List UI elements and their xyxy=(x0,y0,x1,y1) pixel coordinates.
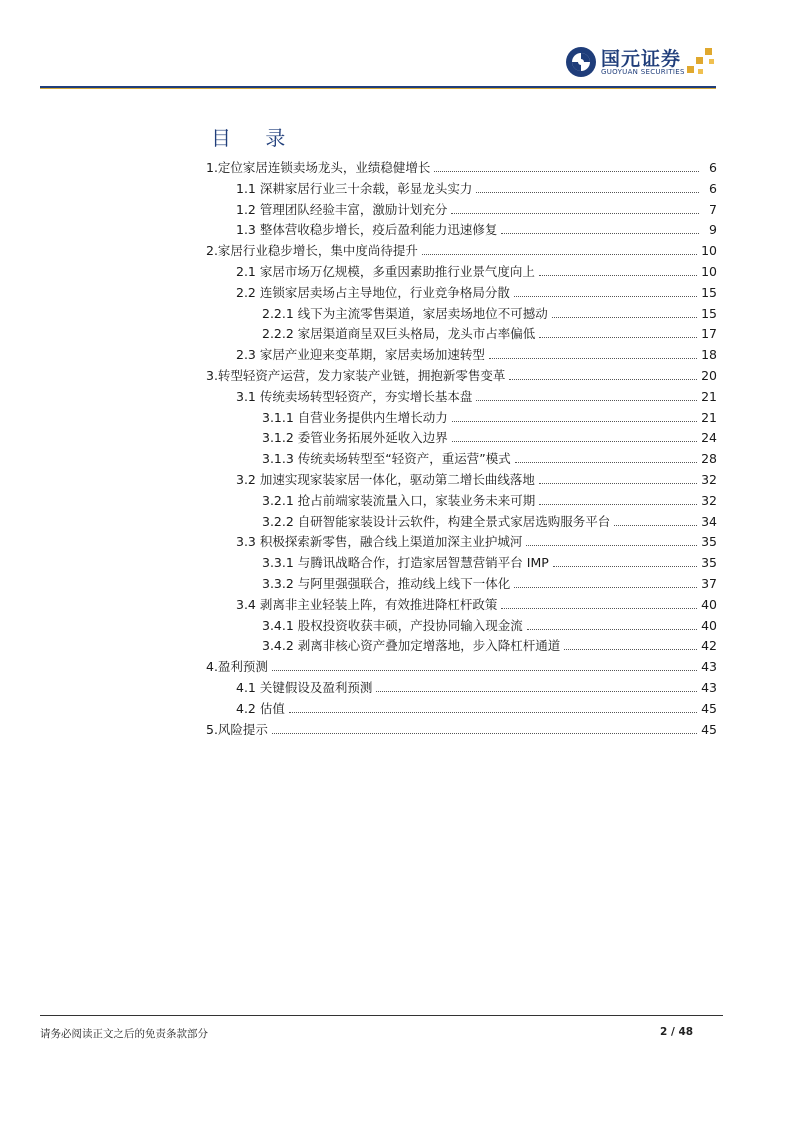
toc-leader-dots xyxy=(514,296,697,297)
toc-entry[interactable] xyxy=(236,343,717,363)
toc-entry[interactable] xyxy=(236,260,717,280)
toc-leader-dots xyxy=(614,525,697,526)
toc-entry-page: 42 xyxy=(701,638,717,654)
toc-entry-label: 3.转型轻资产运营，发力家装产业链，拥抱新零售变革 xyxy=(206,368,506,383)
toc-leader-dots xyxy=(539,275,697,276)
toc-leader-dots xyxy=(539,504,697,505)
company-logo xyxy=(565,44,725,84)
toc-entry[interactable] xyxy=(236,177,717,197)
toc-entry-label: 3.2.1 抢占前端家装流量入口，家装业务未来可期 xyxy=(262,492,536,508)
toc-entry-label: 3.4.2 剥离非核心资产叠加定增落地，步入降杠杆通道 xyxy=(262,638,561,654)
toc-entry-label: 1.2 管理团队经验丰富，激励计划充分 xyxy=(236,201,448,217)
toc-entry-page: 43 xyxy=(701,659,717,675)
logo-chinese-name: 国元证券 xyxy=(601,48,682,70)
toc-entry-page: 24 xyxy=(701,430,717,446)
toc-leader-dots xyxy=(501,233,699,234)
toc-entry[interactable] xyxy=(262,634,717,654)
toc-leader-dots xyxy=(452,441,697,442)
toc-entry-label: 4.1 关键假设及盈利预测 xyxy=(236,680,373,695)
toc-leader-dots xyxy=(434,171,699,172)
toc-leader-dots xyxy=(514,587,697,588)
toc-entry-page: 45 xyxy=(701,700,717,716)
toc-leader-dots xyxy=(489,358,697,359)
toc-entry-page: 15 xyxy=(701,305,717,321)
toc-leader-dots xyxy=(452,421,697,422)
toc-leader-dots xyxy=(526,545,697,546)
toc-entry-label: 3.2.2 自研智能家装设计云软件，构建全景式家居选购服务平台 xyxy=(262,513,611,529)
header-divider-accent xyxy=(40,88,716,89)
toc-entry-page: 40 xyxy=(701,617,717,633)
toc-entry-page: 7 xyxy=(709,201,717,217)
toc-entry-page: 9 xyxy=(709,222,717,238)
guoyuan-logo-icon xyxy=(565,46,597,78)
toc-entry-page: 17 xyxy=(701,326,717,342)
toc-entry-page: 45 xyxy=(701,721,717,737)
toc-entry[interactable] xyxy=(206,718,717,738)
toc-leader-dots xyxy=(272,733,697,734)
toc-leader-dots xyxy=(553,566,697,567)
toc-entry[interactable] xyxy=(262,426,717,446)
toc-entry[interactable] xyxy=(236,198,717,218)
toc-entry-page: 21 xyxy=(701,409,717,425)
toc-entry[interactable] xyxy=(262,572,717,592)
toc-entry[interactable] xyxy=(236,385,717,405)
toc-entry-page: 20 xyxy=(701,368,717,383)
toc-entry-label: 3.2 加速实现家装家居一体化，驱动第二增长曲线落地 xyxy=(236,472,535,487)
toc-leader-dots xyxy=(272,670,697,671)
toc-entry-page: 40 xyxy=(701,596,717,612)
toc-entry-label: 3.4.1 股权投资收获丰硕，产投协同输入现金流 xyxy=(262,617,523,633)
footer-disclaimer: 请务必阅读正文之后的免责条款部分 xyxy=(40,1028,208,1040)
toc-entry-label: 3.4 剥离非主业轻装上阵，有效推进降杠杆政策 xyxy=(236,596,498,612)
toc-entry-page: 28 xyxy=(701,451,717,467)
toc-entry-label: 2.3 家居产业迎来变革期，家居卖场加速转型 xyxy=(236,347,485,363)
toc-entry-label: 3.1.2 委管业务拓展外延收入边界 xyxy=(262,430,448,446)
toc-entry-label: 1.定位家居连锁卖场龙头，业绩稳健增长 xyxy=(206,160,431,175)
toc-entry-label: 1.3 整体营收稳步增长，疫后盈利能力迅速修复 xyxy=(236,222,498,238)
toc-entry-label: 3.1 传统卖场转型轻资产，夯实增长基本盘 xyxy=(236,388,473,404)
toc-leader-dots xyxy=(539,337,697,338)
logo-english-name: GUOYUAN SECURITIES xyxy=(601,68,685,76)
toc-leader-dots xyxy=(539,483,697,484)
toc-entry-page: 6 xyxy=(709,180,717,196)
toc-entry-page: 6 xyxy=(709,160,717,175)
toc-entry[interactable] xyxy=(236,593,717,613)
toc-entry-page: 21 xyxy=(701,388,717,404)
toc-entry-label: 2.家居行业稳步增长，集中度尚待提升 xyxy=(206,243,418,259)
toc-entry-label: 3.3.1 与腾讯战略合作，打造家居智慧营销平台 IMP xyxy=(262,555,549,571)
toc-leader-dots xyxy=(376,691,697,692)
toc-entry-page: 35 xyxy=(701,555,717,571)
toc-entry[interactable] xyxy=(206,364,717,384)
toc-entry[interactable] xyxy=(262,322,717,342)
toc-entry-page: 10 xyxy=(701,264,717,279)
toc-entry-page: 18 xyxy=(701,347,717,363)
toc-entry[interactable] xyxy=(262,447,717,467)
toc-leader-dots xyxy=(509,379,697,380)
toc-entry-page: 10 xyxy=(701,243,717,259)
toc-entry-label: 3.3 积极探索新零售，融合线上渠道加深主业护城河 xyxy=(236,534,523,550)
toc-title: 目 录 xyxy=(211,126,300,150)
toc-entry-label: 4.盈利预测 xyxy=(206,659,268,675)
toc-entry-page: 15 xyxy=(701,284,717,300)
footer-page-number: 2 / 48 xyxy=(660,1026,694,1038)
toc-entry[interactable] xyxy=(236,281,717,301)
toc-entry-label: 3.3.2 与阿里强强联合，推动线上线下一体化 xyxy=(262,576,511,591)
toc-entry[interactable] xyxy=(262,489,717,509)
toc-leader-dots xyxy=(476,400,697,401)
toc-entry-page: 34 xyxy=(701,513,717,529)
toc-entry[interactable] xyxy=(206,655,717,675)
toc-leader-dots xyxy=(289,712,697,713)
toc-entry[interactable] xyxy=(236,468,717,488)
decorative-squares-icon xyxy=(687,48,717,78)
toc-entry-page: 32 xyxy=(701,472,717,487)
toc-leader-dots xyxy=(527,629,697,630)
toc-entry[interactable] xyxy=(262,406,717,426)
toc-entry-label: 2.2 连锁家居卖场占主导地位，行业竞争格局分散 xyxy=(236,284,510,300)
footer-divider xyxy=(40,1015,723,1016)
toc-entry[interactable] xyxy=(262,510,717,530)
toc-entry-label: 5.风险提示 xyxy=(206,721,268,737)
toc-entry[interactable] xyxy=(262,614,717,634)
toc-leader-dots xyxy=(422,254,697,255)
toc-entry[interactable] xyxy=(262,302,717,322)
toc-entry-page: 35 xyxy=(701,534,717,550)
toc-leader-dots xyxy=(501,608,697,609)
toc-entry-page: 37 xyxy=(701,576,717,591)
toc-entry-label: 4.2 估值 xyxy=(236,700,285,716)
toc-entry[interactable] xyxy=(206,239,717,259)
toc-entry[interactable] xyxy=(236,530,717,550)
toc-entry-page: 43 xyxy=(701,680,717,695)
toc-entry-label: 2.2.2 家居渠道商呈双巨头格局，龙头市占率偏低 xyxy=(262,326,536,342)
toc-entry-label: 1.1 深耕家居行业三十余载，彰显龙头实力 xyxy=(236,180,473,196)
toc-entry-page: 32 xyxy=(701,492,717,508)
toc-entry-label: 2.1 家居市场万亿规模，多重因素助推行业景气度向上 xyxy=(236,264,535,279)
toc-entry-label: 3.1.3 传统卖场转型至“轻资产，重运营”模式 xyxy=(262,451,511,467)
toc-entry-label: 3.1.1 自营业务提供内生增长动力 xyxy=(262,409,448,425)
page-header xyxy=(0,0,793,90)
toc-entry[interactable] xyxy=(236,697,717,717)
toc-entry[interactable] xyxy=(206,156,717,176)
toc-entry[interactable] xyxy=(236,676,717,696)
toc-leader-dots xyxy=(552,317,697,318)
toc-leader-dots xyxy=(476,192,699,193)
toc-entry[interactable] xyxy=(236,218,717,238)
toc-entry[interactable] xyxy=(262,551,717,571)
toc-leader-dots xyxy=(515,462,697,463)
toc-leader-dots xyxy=(451,213,699,214)
toc-leader-dots xyxy=(564,649,697,650)
toc-entry-label: 2.2.1 线下为主流零售渠道，家居卖场地位不可撼动 xyxy=(262,305,548,321)
